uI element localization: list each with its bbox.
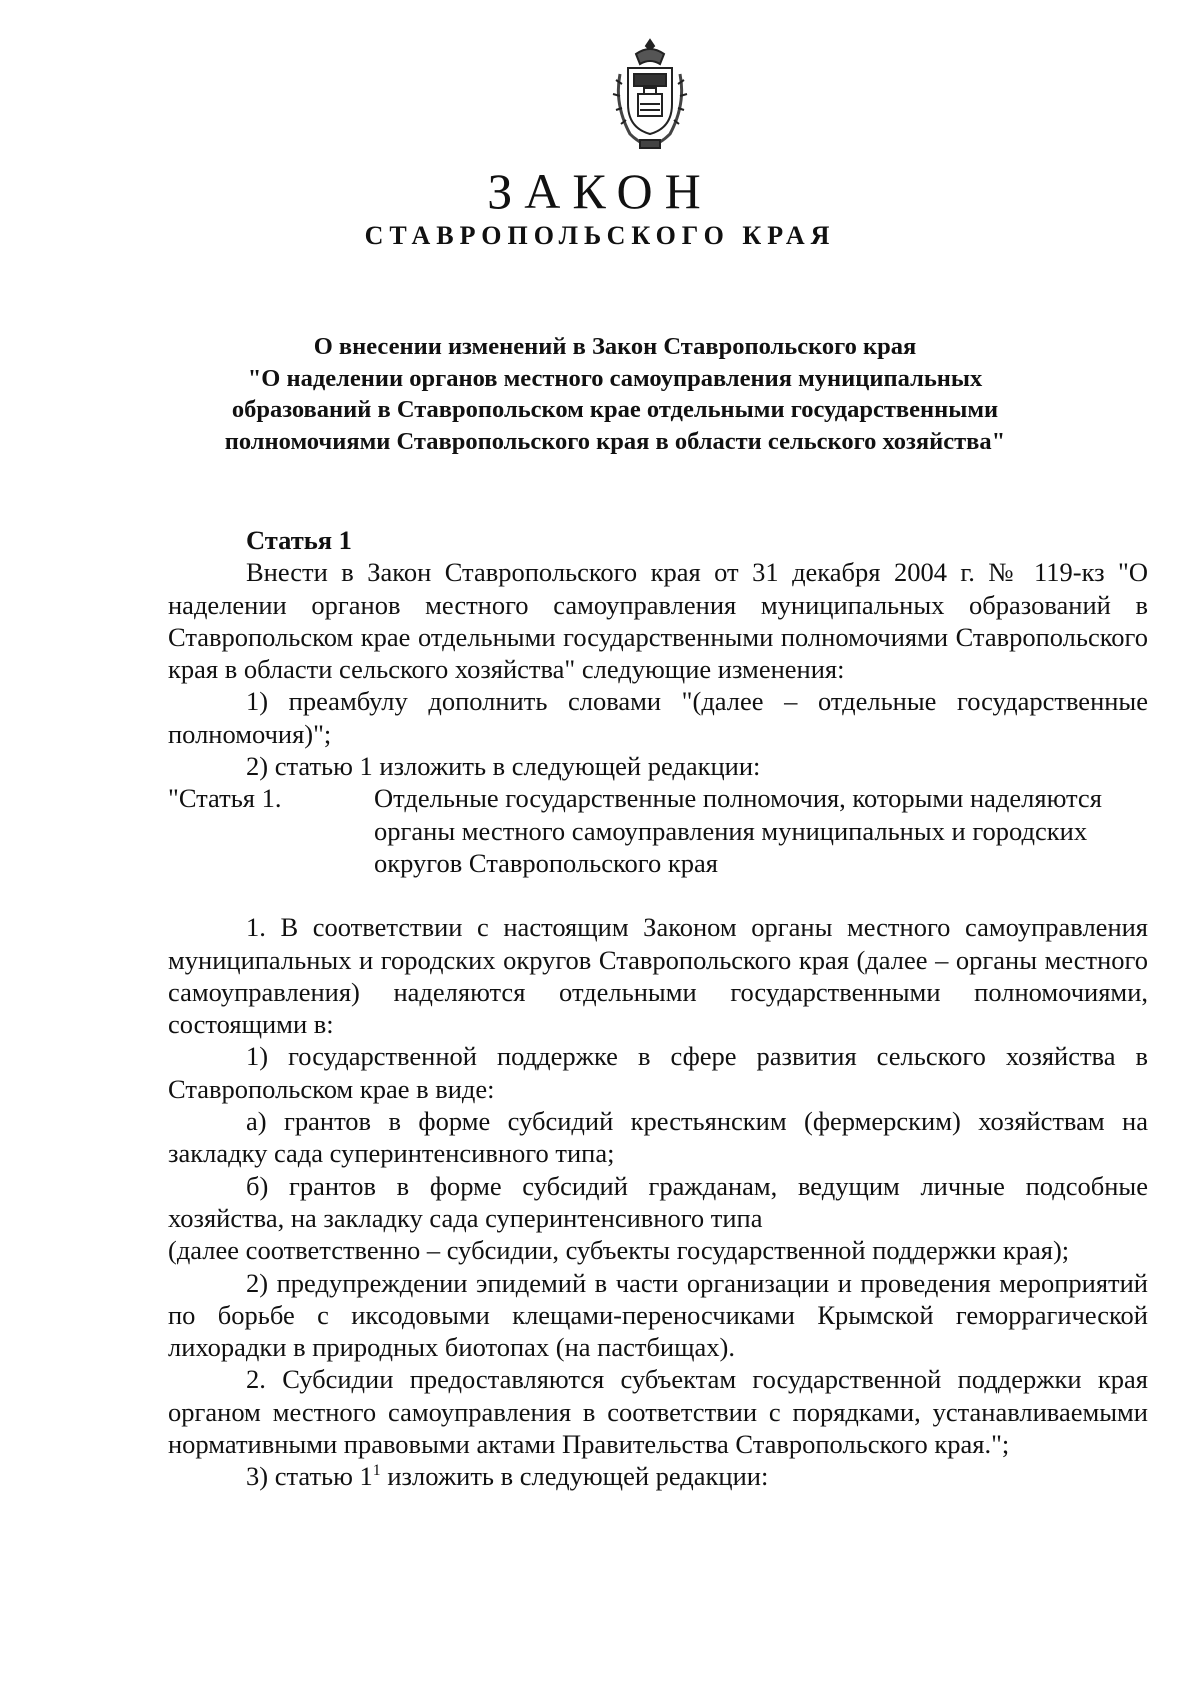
quoted-article-label: "Статья 1. bbox=[168, 783, 282, 814]
paragraph-1-note: (далее соответственно – субсидии, субъекты государственной поддержки края); bbox=[168, 1235, 1070, 1266]
item-3 bbox=[168, 1460, 1148, 1492]
item-2: 2) статью 1 изложить в следующей редакции: bbox=[246, 751, 761, 782]
paragraph-2: 2. Субсидии предоставляются субъектам государственной поддержки края органом местного самоуправления в соответствии с порядками, устанавливаемыми нормативными правовыми актами Правительства Ставропольского края."; bbox=[168, 1364, 1148, 1460]
spacer bbox=[168, 879, 1148, 911]
document-subtitle: СТАВРОПОЛЬСКОГО КРАЯ bbox=[364, 221, 836, 250]
document-title: ЗАКОН bbox=[487, 163, 713, 219]
article-heading: Статья 1 bbox=[246, 525, 352, 555]
paragraph-1-item-b: б) грантов в форме субсидий гражданам, ведущим личные подсобные хозяйства, на закладку сада суперинтенсивного типа bbox=[168, 1170, 1148, 1233]
law-name-line-1: О внесении изменений в Закон Ставропольского края bbox=[313, 333, 917, 360]
quoted-article-heading bbox=[168, 782, 1148, 879]
paragraph-1: 1. В соответствии с настоящим Законом органы местного самоуправления муниципальных и городских округов Ставропольского края (далее – органы местного самоуправления) наделяются отдельными государственными полномочиями, состоящими в: bbox=[168, 912, 1148, 1040]
article-intro: Внести в Закон Ставропольского края от 31 декабря 2004 г. № 119-кз "О наделении органов местного самоуправления муниципальных образований в Ставропольском крае отдельными государственными полномочиями Ставропольского края в области сельского хозяйства" следующие изменения: bbox=[168, 557, 1148, 685]
item-3-superscript: 1 bbox=[372, 1462, 381, 1480]
law-name-line-3: образований в Ставропольском крае отдельными государственными bbox=[231, 396, 999, 423]
item-3-suffix: изложить в следующей редакции: bbox=[380, 1461, 769, 1492]
law-name-line-2: "О наделении органов местного самоуправления муниципальных bbox=[247, 364, 983, 392]
document-body bbox=[168, 524, 1148, 1493]
paragraph-1-item-1: 1) государственной поддержке в сфере развития сельского хозяйства в Ставропольском крае в виде: bbox=[168, 1041, 1148, 1104]
coat-of-arms-emblem bbox=[610, 34, 690, 154]
law-name bbox=[160, 331, 1070, 457]
paragraph-1-item-a: а) грантов в форме субсидий крестьянским (фермерским) хозяйствам на закладку сада суперинтенсивного типа; bbox=[168, 1106, 1148, 1169]
item-1: 1) преамбулу дополнить словами "(далее – отдельные государственные полномочия)"; bbox=[168, 686, 1148, 749]
law-name-line-4: полномочиями Ставропольского края в области сельского хозяйства" bbox=[224, 427, 1006, 455]
paragraph-1-item-2: 2) предупреждении эпидемий в части организации и проведения мероприятий по борьбе с иксодовыми клещами-переносчиками Крымской геморрагической лихорадки в природных биотопах (на пастбищах). bbox=[168, 1267, 1148, 1363]
item-3-prefix: 3) статью 1 bbox=[246, 1461, 373, 1492]
quoted-article-title: Отдельные государственные полномочия, которыми наделяются органы местного самоуправления муниципальных и городских округов Ставропольского края bbox=[374, 783, 1102, 878]
